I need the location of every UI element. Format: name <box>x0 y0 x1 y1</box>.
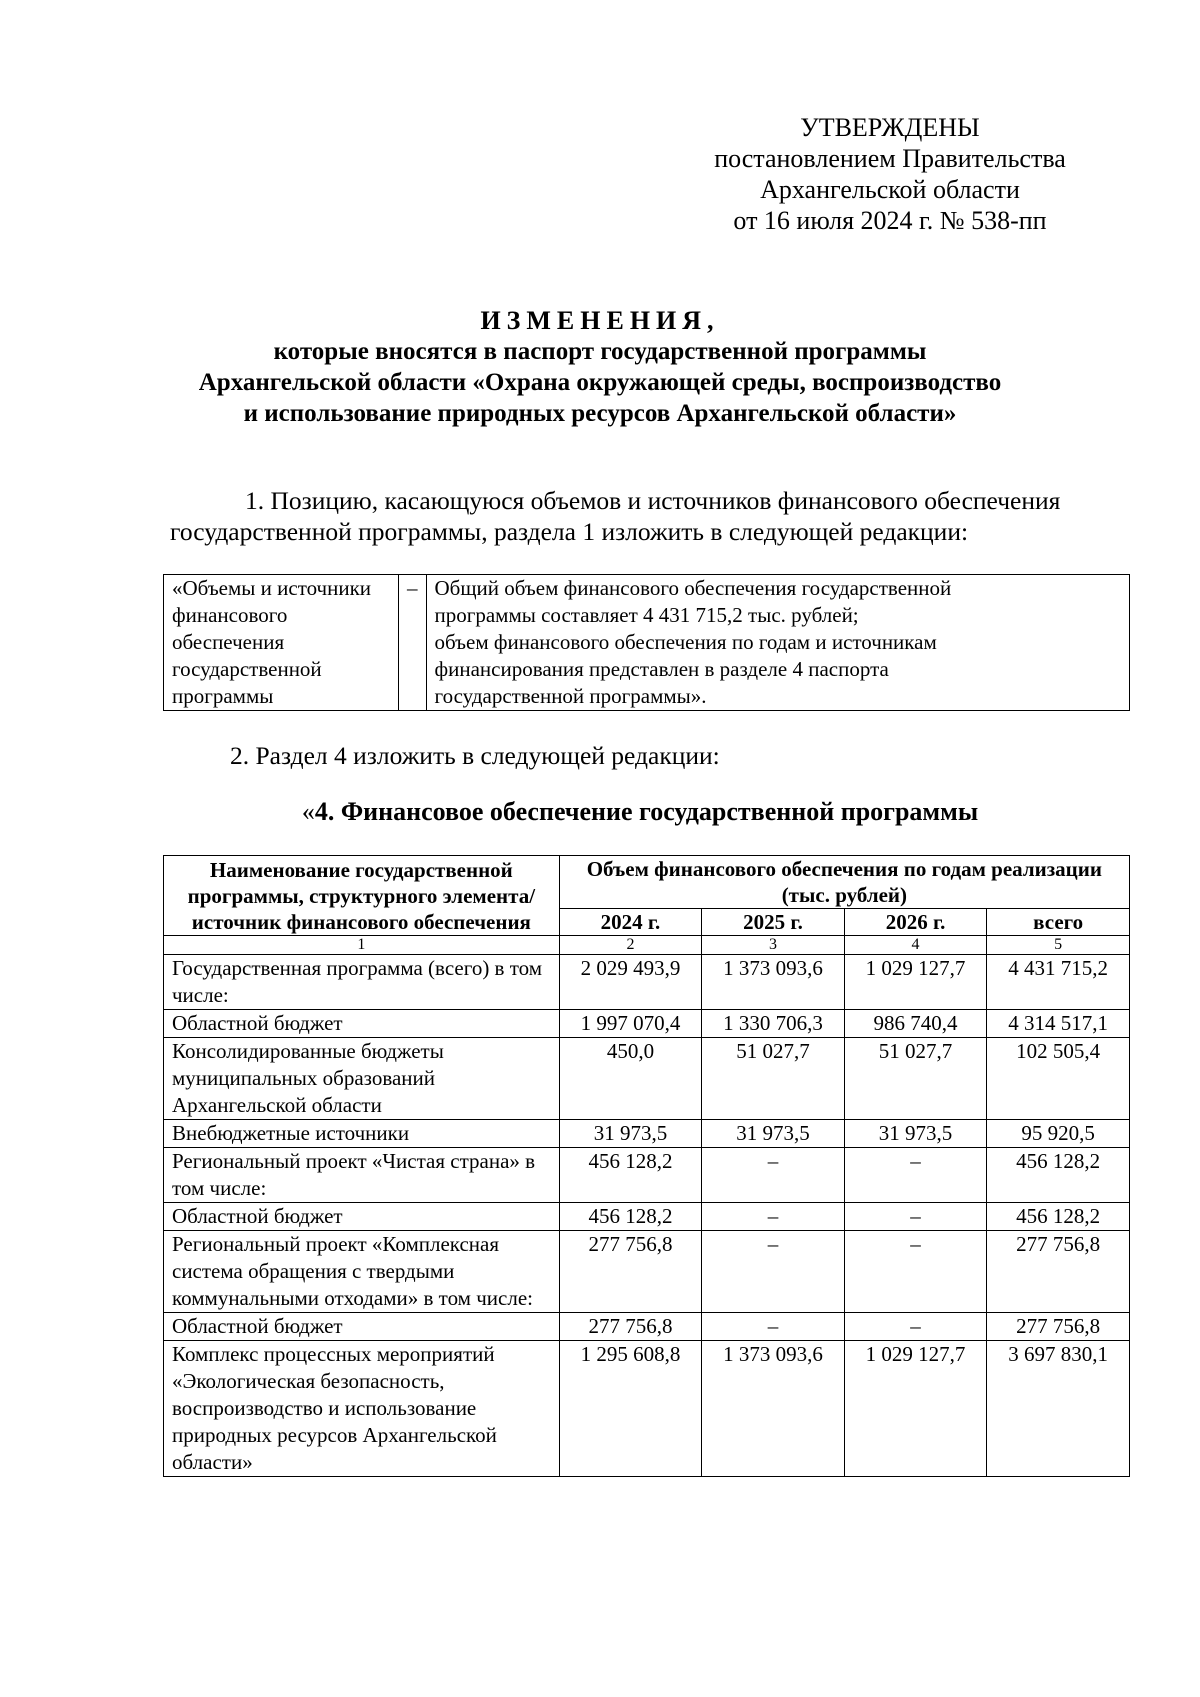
row-value: 986 740,4 <box>844 1010 987 1038</box>
financing-table-body <box>164 955 1130 1477</box>
position-label-cell <box>164 575 399 711</box>
position-text-line: Общий объем финансового обеспечения государственной <box>434 576 952 600</box>
section-4-title <box>150 796 1130 827</box>
row-value: 102 505,4 <box>987 1038 1130 1120</box>
row-value: 277 756,8 <box>987 1313 1130 1341</box>
header-volume: Объем финансового обеспечения по годам реализации (тыс. рублей) <box>559 856 1129 909</box>
row-value: 277 756,8 <box>559 1231 702 1313</box>
paragraph-1 <box>170 485 1130 547</box>
position-text-line: государственной программы». <box>434 684 707 708</box>
approval-stamp <box>640 112 1140 236</box>
column-number: 1 <box>164 936 560 955</box>
row-name: Региональный проект «Чистая страна» в том числе: <box>164 1148 560 1203</box>
row-value: 51 027,7 <box>702 1038 845 1120</box>
approval-line-4: от 16 июля 2024 г. № 538-пп <box>733 206 1047 235</box>
position-label-line: «Объемы и источники <box>172 576 372 600</box>
header-year-2024: 2024 г. <box>559 909 702 936</box>
row-name: Областной бюджет <box>164 1203 560 1231</box>
table-row <box>164 1341 1130 1477</box>
row-name: Государственная программа (всего) в том числе: <box>164 955 560 1010</box>
row-value: 4 431 715,2 <box>987 955 1130 1010</box>
position-label-line: обеспечения <box>172 630 285 654</box>
row-value: – <box>844 1231 987 1313</box>
row-value: – <box>702 1231 845 1313</box>
position-dash-cell: – <box>399 575 427 711</box>
row-value: – <box>844 1203 987 1231</box>
table-row <box>164 955 1130 1010</box>
row-value: 31 973,5 <box>844 1120 987 1148</box>
header-name: Наименование государственной программы, структурного элемента/ источник финансового обеспечения <box>164 856 560 936</box>
column-number: 5 <box>987 936 1130 955</box>
row-value: 4 314 517,1 <box>987 1010 1130 1038</box>
header-year-2026: 2026 г. <box>844 909 987 936</box>
approval-line-2: постановлением Правительства <box>714 144 1066 173</box>
table-row <box>164 1120 1130 1148</box>
section-4-title-text: 4. Финансовое обеспечение государственной программы <box>314 797 979 826</box>
approval-line-3: Архангельской области <box>760 175 1020 204</box>
position-text-line: финансирования представлен в разделе 4 паспорта <box>434 657 889 681</box>
table-row <box>164 1038 1130 1120</box>
position-label-line: государственной <box>172 657 322 681</box>
row-value: 1 029 127,7 <box>844 955 987 1010</box>
column-number: 4 <box>844 936 987 955</box>
header-total: всего <box>987 909 1130 936</box>
row-value: – <box>844 1313 987 1341</box>
row-value: – <box>702 1203 845 1231</box>
row-value: 31 973,5 <box>702 1120 845 1148</box>
row-value: 456 128,2 <box>987 1203 1130 1231</box>
paragraph-1-line-1: 1. Позицию, касающуюся объемов и источников финансового обеспечения <box>245 486 1061 515</box>
column-number-row <box>164 936 1130 955</box>
row-name: Областной бюджет <box>164 1313 560 1341</box>
table-row <box>164 1148 1130 1203</box>
table-row <box>164 1010 1130 1038</box>
row-value: 1 330 706,3 <box>702 1010 845 1038</box>
section-4-quote: « <box>301 797 315 826</box>
title-line-2: Архангельской области «Охрана окружающей среды, воспроизводство <box>198 369 1002 396</box>
header-row-1 <box>164 856 1130 909</box>
row-value: 95 920,5 <box>987 1120 1130 1148</box>
row-value: – <box>844 1148 987 1203</box>
paragraph-1-line-2: государственной программы, раздела 1 изложить в следующей редакции: <box>170 517 969 546</box>
row-value: 277 756,8 <box>559 1313 702 1341</box>
row-value: – <box>702 1313 845 1341</box>
title-heading: ИЗМЕНЕНИЯ, <box>480 306 720 335</box>
paragraph-2 <box>170 740 1130 771</box>
row-value: 1 029 127,7 <box>844 1341 987 1477</box>
row-value: 1 373 093,6 <box>702 955 845 1010</box>
table-row <box>164 1313 1130 1341</box>
row-value: 3 697 830,1 <box>987 1341 1130 1477</box>
position-table <box>163 574 1130 711</box>
document-title <box>150 305 1050 429</box>
position-text-line: программы составляет 4 431 715,2 тыс. рублей; <box>434 603 859 627</box>
column-number: 2 <box>559 936 702 955</box>
row-value: 450,0 <box>559 1038 702 1120</box>
row-value: 456 128,2 <box>559 1148 702 1203</box>
row-value: 1 997 070,4 <box>559 1010 702 1038</box>
header-year-2025: 2025 г. <box>702 909 845 936</box>
row-name: Региональный проект «Комплексная система обращения с твердыми коммунальными отходами» в том числе: <box>164 1231 560 1313</box>
row-value: 456 128,2 <box>559 1203 702 1231</box>
row-value: 2 029 493,9 <box>559 955 702 1010</box>
column-number: 3 <box>702 936 845 955</box>
position-text-line: объем финансового обеспечения по годам и источникам <box>434 630 937 654</box>
position-row <box>164 575 1130 711</box>
table-row <box>164 1231 1130 1313</box>
row-value: 51 027,7 <box>844 1038 987 1120</box>
row-name: Областной бюджет <box>164 1010 560 1038</box>
title-line-1: которые вносятся в паспорт государственной программы <box>273 338 927 365</box>
position-label-line: программы <box>172 684 274 708</box>
row-name: Внебюджетные источники <box>164 1120 560 1148</box>
row-value: 31 973,5 <box>559 1120 702 1148</box>
approval-line-1: УТВЕРЖДЕНЫ <box>800 113 980 142</box>
row-value: 1 295 608,8 <box>559 1341 702 1477</box>
row-value: 456 128,2 <box>987 1148 1130 1203</box>
title-line-3: и использование природных ресурсов Архангельской области» <box>243 400 957 427</box>
row-value: 1 373 093,6 <box>702 1341 845 1477</box>
paragraph-2-text: 2. Раздел 4 изложить в следующей редакции: <box>230 741 720 770</box>
row-name: Комплекс процессных мероприятий «Экологическая безопасность, воспроизводство и использование природных ресурсов Архангельской области» <box>164 1341 560 1477</box>
table-row <box>164 1203 1130 1231</box>
row-name: Консолидированные бюджеты муниципальных образований Архангельской области <box>164 1038 560 1120</box>
row-value: 277 756,8 <box>987 1231 1130 1313</box>
row-value: – <box>702 1148 845 1203</box>
position-text-cell <box>426 575 1130 711</box>
position-label-line: финансового <box>172 603 288 627</box>
financing-table <box>163 855 1130 1477</box>
